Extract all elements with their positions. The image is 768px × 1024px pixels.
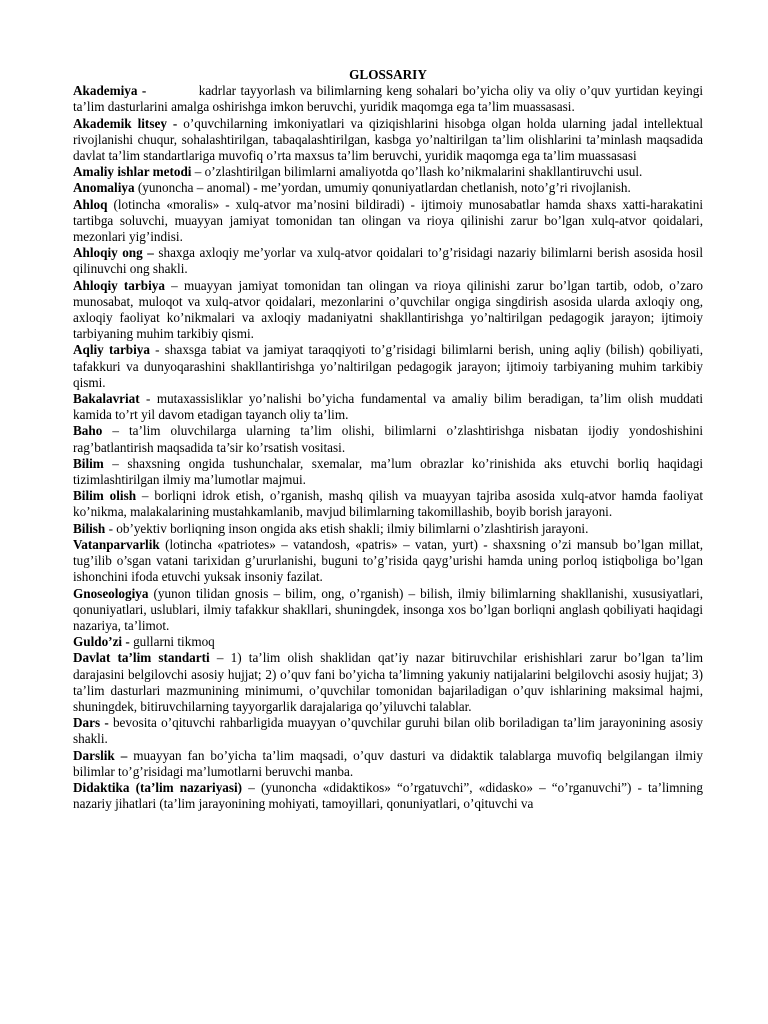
glossary-entry: [73, 456, 703, 488]
entry-definition: (lotincha «moralis» - xulq-atvor ma’nosini bildiradi) - ijtimoiy munosabatlar hamda shaxs xatti-harakatini tartibga soluvchi, muayyan jamiyat tomonidan tan olingan va rioya qilinishi zarur bo’lgan xulq-atvor qoidalari, mezonlari yig’indisi.: [73, 196, 703, 245]
entry-definition: - shaxsga tabiat va jamiyat taraqqiyoti to’g’risidagi bilimlarni berish, uning aqliy (bilish) qobiliyati, tafakkuri va dunyoqarashini shakllantirishga yo’naltirilgan pedagogik jarayon; ijtimoiy tarbiyaning muhim tarkibiy qismi.: [73, 342, 703, 390]
entry-definition: - ob’yektiv borliqning inson ongida aks etish shakli; ilmiy bilimlarni o’zlashtirish jarayoni.: [105, 520, 589, 536]
glossary-entry: [73, 342, 703, 391]
glossary-entry: [73, 197, 703, 246]
glossary-entry: [73, 278, 703, 343]
glossary-entry: [73, 164, 703, 180]
entry-definition: gullarni tikmoq: [129, 634, 215, 650]
entry-term: Akademik litsey -: [73, 115, 178, 131]
entry-term: Gnoseologiya: [73, 585, 149, 601]
entry-term: Bilish: [73, 520, 106, 536]
glossary-entry: [73, 650, 703, 715]
entry-term: Ahloq: [73, 196, 108, 212]
glossary-entry: [73, 391, 703, 423]
glossary-entry: [73, 423, 703, 455]
glossary-entry: [73, 634, 703, 650]
entry-definition: – o’zlashtirilgan bilimlarni amaliyotda qo’llash ko’nikmalarini shakllantiruvchi usul.: [191, 164, 643, 180]
entry-definition: – muayyan jamiyat tomonidan tan olingan va rioya qilinishi zarur bo’lgan tartib, odob, o’zaro munosabat, muloqot va xulq-atvor qoidalari, mezonlarini o’quvchilar ongiga singdirish asosida ularda axloqiy ong, axloqiy faoliyat ko’nikmalari va axloqiy madaniyatni shakllantirishga yo’naltirilgan pedagogik jarayon; ijtimoiy tarbiyaning muhim tarkibiy qismi.: [73, 277, 703, 342]
entry-definition: (yunoncha – anomal) - me’yordan, umumiy qonuniyatlardan chetlanish, noto’g’ri rivojlanish.: [134, 180, 631, 196]
entry-term: Bakalavriat: [73, 391, 140, 407]
entry-term: Aqliy tarbiya: [73, 342, 150, 358]
glossary-entry: [73, 245, 703, 277]
entry-definition: o’quvchilarning imkoniyatlari va qiziqishlarini hisobga olgan holda ularning jadal intellektual rivojlanishi chuqur, sohalashtirilgan, tabaqalashtirilgan, kasbga yo’naltirilgan ta’lim olishlarini ta’minlash maqsadida davlat ta’lim standartlariga muvofiq o’rta maxsus ta’lim beruvchi, yuridik maqomga ega ta’lim muassasasi: [73, 115, 704, 164]
entry-definition: – shaxsning ongida tushunchalar, sxemalar, ma’lum obrazlar ko’rinishida aks etuvchi borliq haqidagi tizimlashtirilgan ilmiy ma’lumotlar majmui.: [73, 455, 703, 488]
glossary-entry: [73, 586, 703, 635]
entry-term: Amaliy ishlar metodi: [73, 164, 192, 180]
glossary-entry: [73, 715, 703, 747]
entry-term: Ahloqiy ong –: [73, 245, 154, 261]
glossary-entry: [73, 521, 703, 537]
entry-term: Guldo’zi -: [73, 634, 130, 650]
entry-definition: – borliqni idrok etish, o’rganish, mashq qilish va muayyan tajriba asosida xulq-atvor hamda faoliyat ko’nikma, malakalarining mustahkamlanib, mavjud bilimlarning takomillashib, boyib borish jarayoni.: [73, 488, 703, 520]
entry-term: Ahloqiy tarbiya: [73, 277, 165, 293]
entry-term: Dars -: [73, 715, 109, 731]
entry-term: Vatanparvarlik: [73, 536, 160, 552]
glossary-entry: [73, 748, 703, 780]
glossary-entry: [73, 83, 703, 115]
entry-term: Anomaliya: [73, 180, 135, 196]
page-title: GLOSSARIY: [349, 67, 427, 82]
entry-definition: – ta’lim oluvchilarga ularning ta’lim olishi, bilimlarni o’zlashtirishga nisbatan ijodiy yondoshishini rag’batlantirish maqsadida ta’sir ko’rsatish vositasi.: [73, 423, 703, 455]
entry-definition: kadrlar tayyorlash va bilimlarning keng sohalari bo’yicha oliy va oliy o’quv yurtidan keyingi ta’lim dasturlarini amalga oshirishga imkon beruvchi, yuridik maqomga ega ta’lim muassasasi.: [73, 83, 703, 115]
glossary-entry: [73, 116, 703, 165]
entry-term: Darslik –: [73, 747, 128, 763]
glossary-entry: [73, 488, 703, 520]
entry-term: Didaktika (ta’lim nazariyasi): [73, 779, 243, 795]
entry-definition: (lotincha «patriotes» – vatandosh, «patris» – vatan, yurt) - shaxsning o’zi mansub bo’lgan millat, tug’ilib o’sgan vatani tarixidan g’ururlanishi, buguni to’g’risida qayg’urishi hamda uning porloq istiqboliga bo’lgan ishonchini ifoda etuvchi yuksak insoniy fazilat.: [73, 536, 703, 585]
glossary-entry: [73, 780, 703, 812]
glossary-entry: [73, 537, 703, 586]
entry-definition: – 1) ta’lim olish shaklidan qat’iy nazar bitiruvchilar erishishlari zarur bo’lgan ta’lim darajasini belgilovchi asosiy hujjat; 2) o’quv fani bo’yicha ta’limning yakuniy natijalarini belgilovchi asosiy hujjat; 3) ta’lim dasturlari mazmunining minimumi, o’quvchilar tomonidan bajariladigan o’quv ishlarining maksimal hajmi, shuningdek, bitiruvchilarning tayyorgarlik darajalariga qo’yiluvchi talablar.: [73, 650, 703, 714]
entry-term: Davlat ta’lim standarti: [73, 650, 210, 666]
entry-term: Baho: [73, 423, 103, 439]
entry-definition: shaxga axloqiy me’yorlar va xulq-atvor qoidalari to’g’risidagi nazariy bilimlarni berish asosida hosil qilinuvchi ong shakli.: [73, 245, 704, 277]
entry-definition: bevosita o’qituvchi rahbarligida muayyan o’quvchilar guruhi bilan olib boriladigan ta’lim jarayonining asosiy shakli.: [73, 715, 703, 747]
entry-term: Bilim olish: [73, 488, 137, 504]
entry-term: Akademiya -: [73, 83, 147, 99]
entry-term: Bilim: [73, 455, 104, 471]
glossary-entry: [73, 180, 703, 196]
entry-definition: – (yunoncha «didaktikos» “o’rgatuvchi”, «didasko» – “o’rganuvchi”) - ta’limning nazariy jihatlari (ta’lim jarayonining mohiyati, tamoyillari, qonuniyatlari, o’qituvchi va: [73, 779, 703, 812]
entry-definition: - mutaxassisliklar yo’nalishi bo’yicha fundamental va amaliy bilim beradigan, ta’lim olish muddati kamida to’rt yil davom etadigan tayanch oliy ta’lim.: [73, 391, 703, 423]
entry-definition: (yunon tilidan gnosis – bilim, ong, o’rganish) – bilish, ilmiy bilimlarning shakllanishi, xususiyatlari, qonuniyatlari, uslublari, ilmiy tafakkur shakllari, shuningdek, insonga xos bo’lgan borliqni anglash qobiliyati haqidagi nazariya, ta’limot.: [73, 585, 703, 633]
entry-definition: muayyan fan bo’yicha ta’lim maqsadi, o’quv dasturi va didaktik talablarga muvofiq belgilangan ilmiy bilimlar to’g’risidagi ma’lumotlarni beruvchi manba.: [73, 747, 703, 779]
glossary-page: [73, 67, 703, 812]
